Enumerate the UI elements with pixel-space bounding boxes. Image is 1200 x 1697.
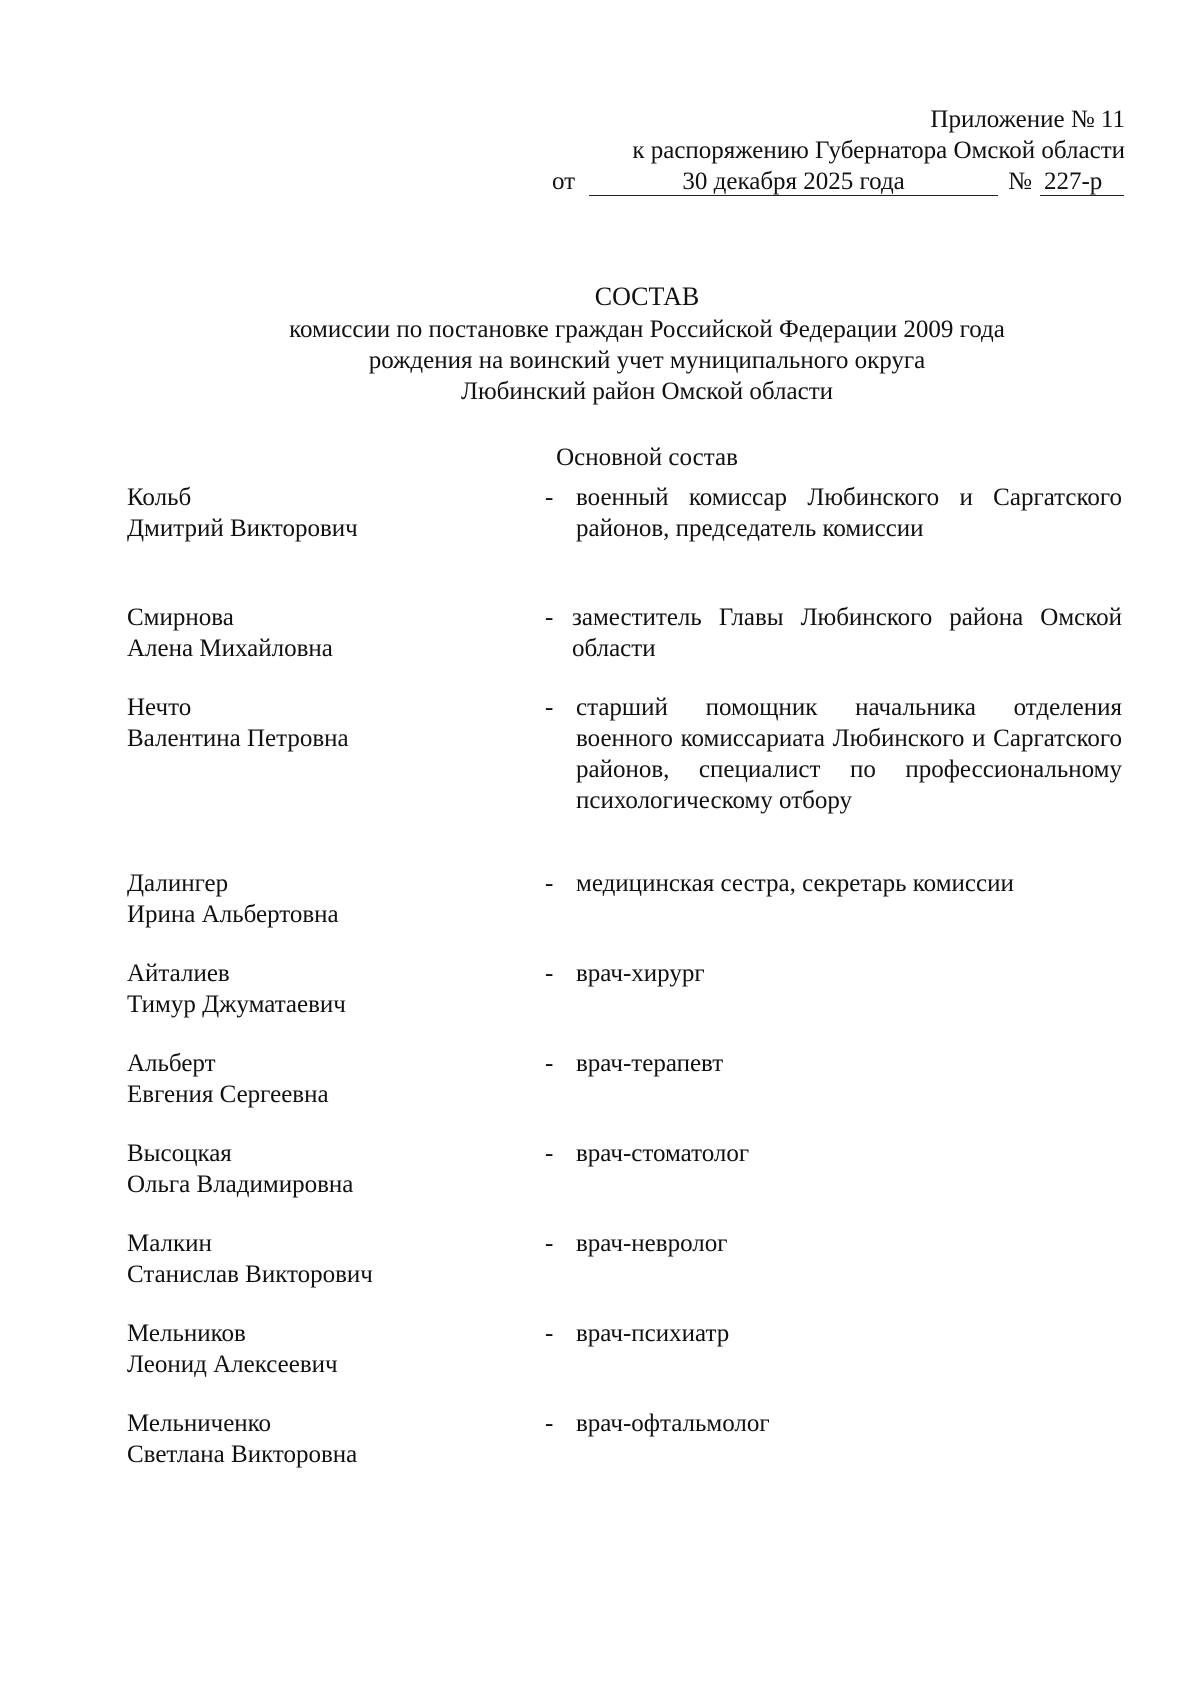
member-surname: Далингер — [127, 870, 229, 897]
dash-separator: - — [545, 1140, 554, 1167]
member-role: медицинская сестра, секретарь комиссии — [576, 870, 1014, 897]
member-given-names: Станислав Викторович — [127, 1261, 373, 1288]
dash-separator: - — [545, 1050, 554, 1077]
member-name — [127, 1048, 527, 1110]
member-name — [127, 482, 527, 544]
member-given-names: Ирина Альбертовна — [127, 901, 339, 928]
member-role: врач-хирург — [576, 960, 705, 987]
member-name — [127, 1138, 527, 1200]
member-surname: Мельников — [127, 1320, 246, 1347]
dash-separator: - — [545, 1230, 554, 1257]
dash-separator: - — [545, 484, 554, 511]
member-name — [127, 1408, 527, 1470]
member-given-names: Алена Михайловна — [127, 635, 333, 662]
member-surname: Смирнова — [127, 604, 234, 631]
member-role: врач-невролог — [576, 1230, 728, 1257]
dash-separator: - — [545, 1320, 554, 1347]
member-name — [127, 1228, 527, 1290]
document-header — [540, 104, 1125, 214]
member-surname: Высоцкая — [127, 1140, 232, 1167]
member-role: врач-терапевт — [576, 1050, 724, 1077]
member-role: заместитель Главы Любинского района Омской области — [572, 604, 1122, 662]
appendix-number: Приложение № 11 — [930, 106, 1125, 133]
order-number: 227-р — [1040, 168, 1124, 196]
member-role: врач-психиатр — [576, 1320, 730, 1347]
dash-separator: - — [545, 604, 554, 631]
member-surname: Альберт — [127, 1050, 216, 1077]
dash-separator: - — [545, 1410, 554, 1437]
member-surname: Кольб — [127, 484, 192, 511]
member-given-names: Дмитрий Викторович — [127, 515, 358, 542]
dash-separator: - — [545, 870, 554, 897]
member-role: военный комиссар Любинского и Саргатского районов, председатель комиссии — [576, 484, 1122, 542]
title-line-2: рождения на воинский учет муниципального округа — [368, 347, 926, 374]
member-given-names: Валентина Петровна — [127, 725, 349, 752]
member-given-names: Леонид Алексеевич — [127, 1351, 338, 1378]
member-name — [127, 692, 527, 754]
member-role: врач-стоматолог — [576, 1140, 750, 1167]
member-role: врач-офтальмолог — [576, 1410, 770, 1437]
dash-separator: - — [545, 960, 554, 987]
member-given-names: Евгения Сергеевна — [127, 1081, 329, 1108]
date-prefix: от — [552, 168, 576, 195]
member-given-names: Тимур Джуматаевич — [127, 991, 346, 1018]
member-name — [127, 958, 527, 1020]
member-name — [127, 1318, 527, 1380]
member-name — [127, 868, 527, 930]
order-date: 30 декабря 2025 года — [589, 168, 998, 196]
member-surname: Мельниченко — [127, 1410, 272, 1437]
member-surname: Малкин — [127, 1230, 212, 1257]
dash-separator: - — [545, 694, 554, 721]
member-role: старший помощник начальника отделения военного комиссариата Любинского и Саргатского районов, специалист по профессиональному психологическому отбору — [576, 694, 1122, 814]
order-date-line — [552, 166, 1124, 197]
title-line-3: Любинский район Омской области — [460, 378, 833, 405]
section-title: Основной состав — [556, 444, 738, 471]
member-given-names: Светлана Викторовна — [127, 1441, 358, 1468]
number-label: № — [1008, 168, 1032, 195]
member-given-names: Ольга Владимировна — [127, 1171, 354, 1198]
order-reference: к распоряжению Губернатора Омской области — [632, 137, 1125, 164]
member-name — [127, 602, 527, 664]
member-surname: Нечто — [127, 694, 192, 721]
document-title: СОСТАВ — [594, 282, 700, 311]
member-surname: Айталиев — [127, 960, 230, 987]
title-line-1: комиссии по постановке граждан Российской Федерации 2009 года — [289, 316, 1005, 343]
